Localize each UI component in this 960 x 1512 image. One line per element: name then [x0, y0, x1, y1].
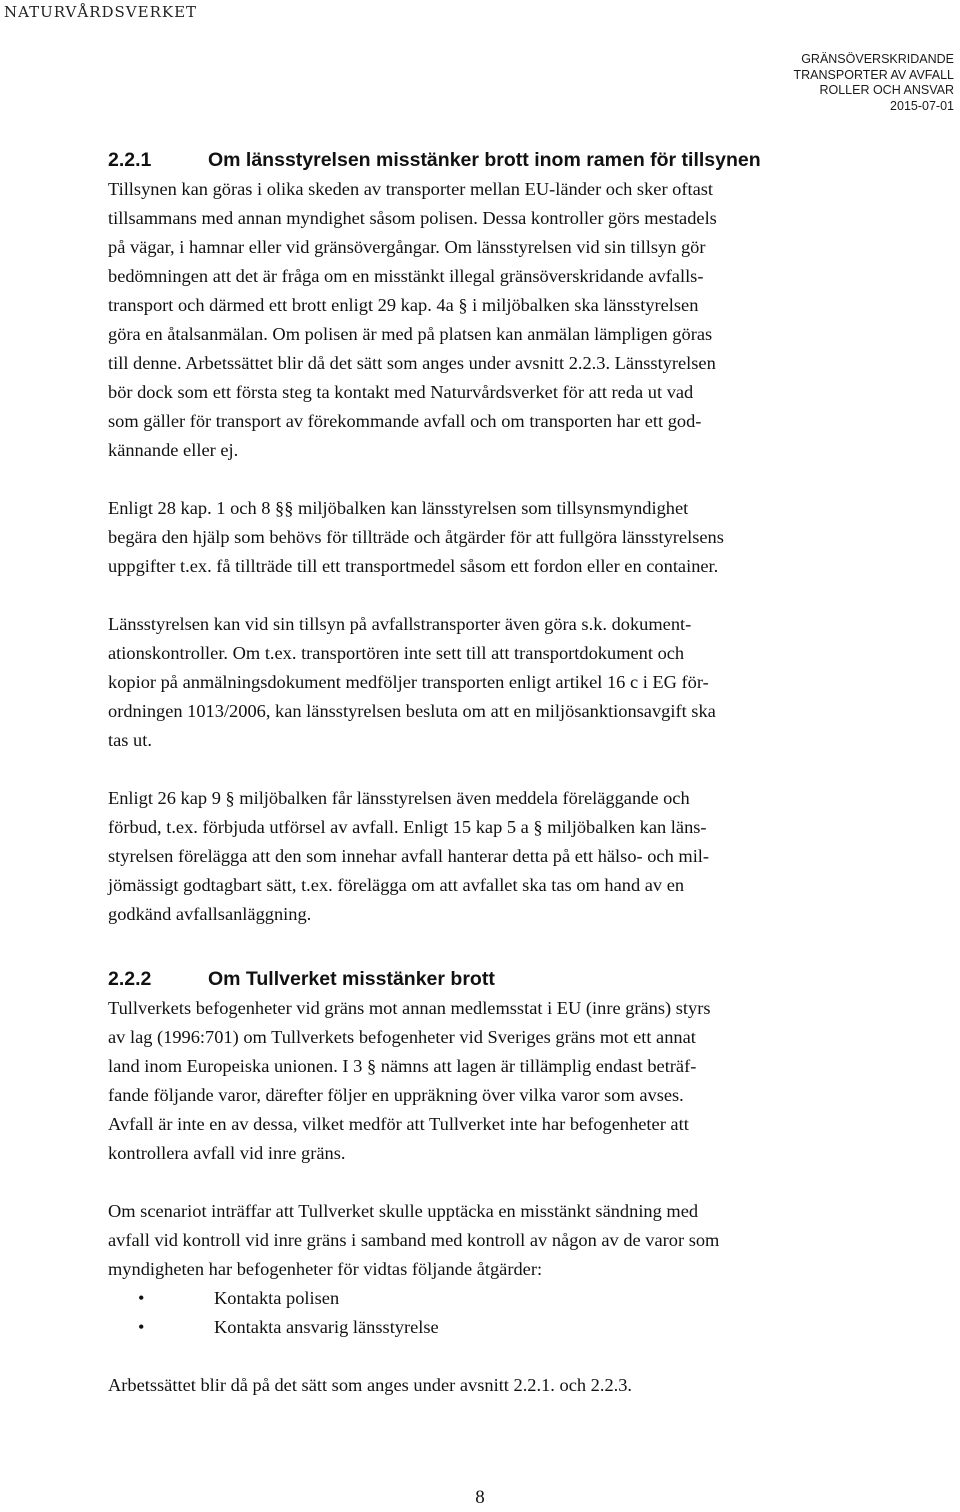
- text-line: bör dock som ett första steg ta kontakt med Naturvårdsverket för att reda ut vad: [108, 382, 694, 402]
- bullet-list: [108, 1284, 844, 1342]
- text-line: tillsammans med annan myndighet såsom polisen. Dessa kontroller görs mestadels: [108, 208, 717, 228]
- text-line: till denne. Arbetssättet blir då det sätt som anges under avsnitt 2.2.3. Länsstyrelsen: [108, 353, 716, 373]
- meta-date: 2015-07-01: [890, 98, 954, 113]
- list-item: [108, 1313, 844, 1342]
- list-item-text: Kontakta ansvarig länsstyrelse: [214, 1317, 439, 1337]
- document-meta: [794, 52, 954, 114]
- text-line: av lag (1996:701) om Tullverkets befogenheter vid Sveriges gräns mot ett annat: [108, 1027, 696, 1047]
- page-number: 8: [475, 1487, 485, 1508]
- section-title: Om Tullverket misstänker brott: [208, 968, 495, 990]
- list-item-text: Kontakta polisen: [214, 1288, 340, 1308]
- text-line: godkänd avfallsanläggning.: [108, 904, 312, 924]
- text-line: ationskontroller. Om t.ex. transportören inte sett till att transportdokument och: [108, 643, 685, 663]
- text-line: jömässigt godtagbart sätt, t.ex. förelägga om att avfallet ska tas om hand av en: [108, 875, 685, 895]
- meta-line: ROLLER OCH ANSVAR: [819, 83, 954, 97]
- text-line: som gäller för transport av förekommande avfall och om transporten har ett god-: [108, 411, 702, 431]
- text-line: Enligt 26 kap 9 § miljöbalken får länsstyrelsen även meddela föreläggande och: [108, 788, 690, 808]
- text-line: avfall vid kontroll vid inre gräns i samband med kontroll av någon av de varor som: [108, 1230, 720, 1250]
- section-number: 2.2.2: [108, 968, 152, 990]
- text-line: kontrollera avfall vid inre gräns.: [108, 1143, 346, 1163]
- section-title: Om länsstyrelsen misstänker brott inom ramen för tillsynen: [208, 149, 761, 171]
- text-line: uppgifter t.ex. få tillträde till ett transportmedel såsom ett fordon eller en container.: [108, 556, 719, 576]
- meta-line: GRÄNSÖVERSKRIDANDE: [801, 52, 954, 66]
- text-line: på vägar, i hamnar eller vid gränsövergångar. Om länsstyrelsen vid sin tillsyn gör: [108, 237, 706, 257]
- text-line: Avfall är inte en av dessa, vilket medför att Tullverket inte har befogenheter att: [108, 1114, 689, 1134]
- paragraph: [108, 1197, 844, 1284]
- paragraph: [108, 1371, 844, 1400]
- text-line: myndigheten har befogenheter för vidtas följande åtgärder:: [108, 1259, 543, 1279]
- text-line: Om scenariot inträffar att Tullverket skulle upptäcka en misstänkt sändning med: [108, 1201, 699, 1221]
- text-line: Tullverkets befogenheter vid gräns mot annan medlemsstat i EU (inre gräns) styrs: [108, 998, 711, 1018]
- bullet-icon: •: [138, 1288, 145, 1308]
- text-line: ordningen 1013/2006, kan länsstyrelsen besluta om att en miljösanktionsavgift ska: [108, 701, 716, 721]
- text-line: Tillsynen kan göras i olika skeden av transporter mellan EU-länder och sker oftast: [108, 179, 714, 199]
- organization-name: NATURVÅRDSVERKET: [4, 3, 198, 21]
- text-line: Arbetssättet blir då på det sätt som anges under avsnitt 2.2.1. och 2.2.3.: [108, 1375, 633, 1395]
- paragraph: [108, 175, 844, 465]
- bullet-icon: •: [138, 1317, 145, 1337]
- text-line: tas ut.: [108, 730, 152, 750]
- text-line: begära den hjälp som behövs för tillträde och åtgärder för att fullgöra länsstyrelsens: [108, 527, 724, 547]
- paragraph: [108, 784, 844, 929]
- paragraph: [108, 994, 844, 1168]
- meta-line: TRANSPORTER AV AVFALL: [793, 67, 954, 82]
- text-line: styrelsen förelägga att den som innehar avfall hanterar detta på ett hälso- och mil-: [108, 846, 710, 866]
- text-line: land inom Europeiska unionen. I 3 § nämns att lagen är tillämplig endast beträf-: [108, 1056, 697, 1076]
- section-heading-2-2-2: [108, 965, 844, 994]
- paragraph: [108, 610, 844, 755]
- text-line: förbud, t.ex. förbjuda utförsel av avfall. Enligt 15 kap 5 a § miljöbalken kan läns-: [108, 817, 707, 837]
- text-line: Enligt 28 kap. 1 och 8 §§ miljöbalken kan länsstyrelsen som tillsynsmyndighet: [108, 498, 689, 518]
- section-heading-2-2-1: [108, 146, 844, 175]
- section-number: 2.2.1: [108, 149, 152, 171]
- text-line: transport och därmed ett brott enligt 29 kap. 4a § i miljöbalken ska länsstyrelsen: [108, 295, 699, 315]
- text-line: bedömningen att det är fråga om en misstänkt illegal gränsöverskridande avfalls-: [108, 266, 704, 286]
- text-line: kännande eller ej.: [108, 440, 239, 460]
- text-line: Länsstyrelsen kan vid sin tillsyn på avfallstransporter även göra s.k. dokument-: [108, 614, 692, 634]
- page-content: [108, 146, 844, 1400]
- paragraph: [108, 494, 844, 581]
- text-line: göra en åtalsanmälan. Om polisen är med på platsen kan anmälan lämpligen göras: [108, 324, 713, 344]
- list-item: [108, 1284, 844, 1313]
- text-line: fande följande varor, därefter följer en uppräkning över vilka varor som avses.: [108, 1085, 684, 1105]
- text-line: kopior på anmälningsdokument medföljer transporten enligt artikel 16 c i EG för-: [108, 672, 709, 692]
